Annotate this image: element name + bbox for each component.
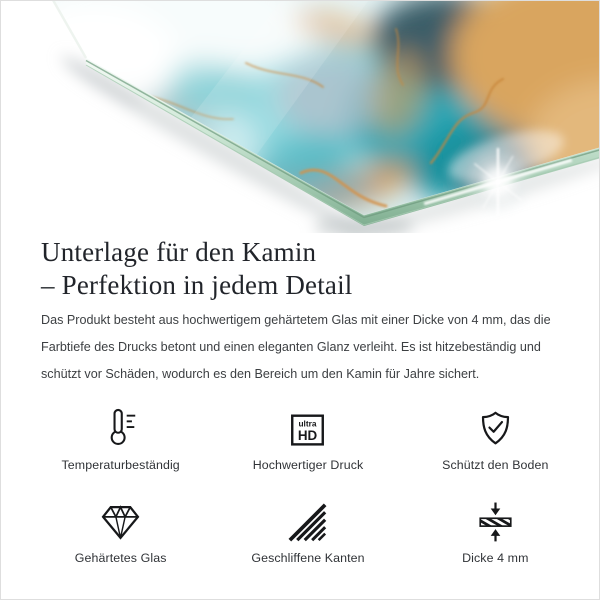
description-line: schützt vor Schäden, wodurch es den Bereich um den Kamin für Jahre sichert. [41, 367, 480, 381]
page-title-line1: Unterlage für den Kamin [41, 237, 317, 267]
feature-label: Dicke 4 mm [462, 551, 529, 565]
feature-label: Temperaturbeständig [61, 458, 180, 472]
feature-polished-edges [214, 497, 401, 565]
diamond-icon [100, 497, 141, 542]
feature-thickness-4mm [402, 497, 589, 565]
feature-high-quality-print [214, 404, 401, 472]
feature-protects-floor [402, 404, 589, 472]
feature-grid [27, 404, 589, 565]
shield-check-icon [477, 404, 514, 449]
feature-temperature-resistant [27, 404, 214, 472]
description-line: Farbtiefe des Drucks betont und einen eleganten Glanz verleiht. Es ist hitzebeständig und [41, 340, 541, 354]
feature-label: Schützt den Boden [442, 458, 549, 472]
page-title-line2: – Perfektion in jedem Detail [41, 270, 353, 300]
product-photo-glass-panel [1, 1, 600, 233]
page-title [41, 236, 353, 302]
description-line: Das Produkt besteht aus hochwertigem gehärtetem Glas mit einer Dicke von 4 mm, das die [41, 313, 551, 327]
thermometer-icon [102, 404, 140, 449]
feature-label: Hochwertiger Druck [252, 458, 364, 472]
product-description [41, 307, 551, 388]
beveled-edge-icon [288, 497, 327, 542]
svg-text:ultra: ultra [298, 418, 317, 429]
svg-text:HD: HD [298, 427, 318, 443]
ultra-hd-badge-icon [289, 404, 326, 449]
feature-tempered-glass [27, 497, 214, 565]
thickness-arrows-icon [477, 497, 514, 542]
feature-label: Gehärtetes Glas [74, 551, 167, 565]
feature-label: Geschliffene Kanten [251, 551, 365, 565]
